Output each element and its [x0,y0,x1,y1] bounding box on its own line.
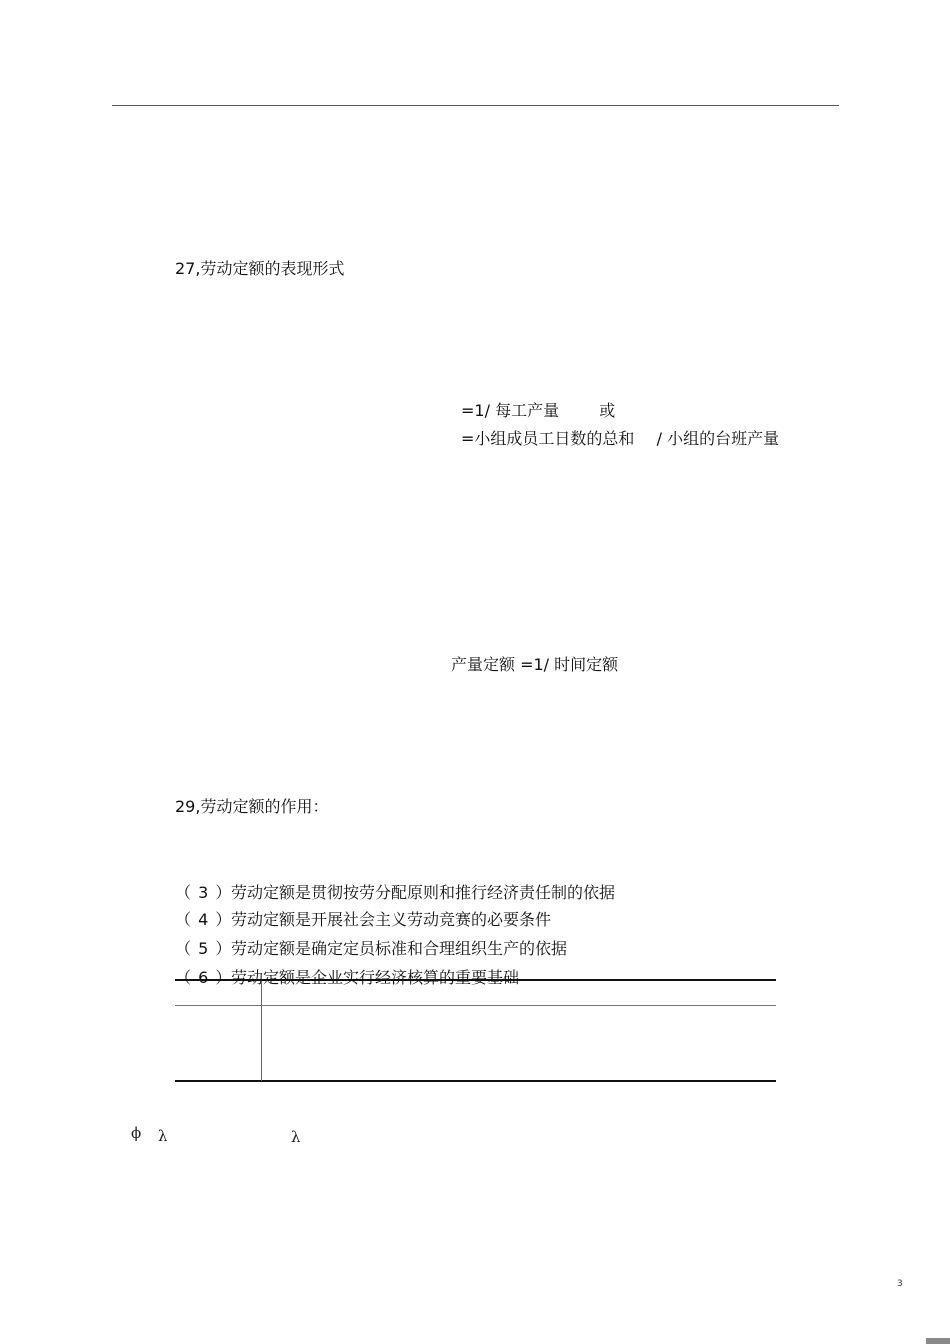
table-top-rule [175,979,776,981]
formula-line-2-tail: / 小组的台班产量 [656,429,780,448]
list-item-number: （ 5 ） [175,939,233,958]
table-bottom-rule [175,1080,776,1082]
corner-tab [926,1338,950,1344]
list-item-text: 劳动定额是企业实行经济核算的重要基础 [231,968,520,987]
q27-heading: 27,劳动定额的表现形式 [175,259,345,278]
lambda-symbol: λ [291,1128,301,1146]
list-item [175,883,615,903]
table-column-divider [261,981,262,1081]
q29-heading: 29,劳动定额的作用： [175,797,329,816]
lambda-symbol: λ [158,1127,168,1145]
table-header-rule [175,1005,776,1006]
list-item [175,968,519,988]
formula-line-1-text: =1/ 每工产量 [461,401,560,420]
list-item-number: （ 6 ） [175,968,233,987]
page-number: 3 [897,1279,903,1289]
formula-line-2-text: =小组成员工日数的总和 [461,429,635,448]
formula-line-1 [461,401,615,421]
header-rule [112,105,839,106]
list-item-number: （ 4 ） [175,910,233,929]
list-item [175,910,551,930]
list-item-text: 劳动定额是开展社会主义劳动竞赛的必要条件 [231,910,552,929]
list-item [175,939,567,959]
list-item-text: 劳动定额是确定定员标准和合理组织生产的依据 [231,939,568,958]
phi-symbol: ϕ [131,1124,142,1142]
list-item-text: 劳动定额是贯彻按劳分配原则和推行经济责任制的依据 [231,883,616,902]
formula-line-2 [461,429,779,449]
list-item-number: （ 3 ） [175,883,233,902]
formula-line-3: 产量定额 =1/ 时间定额 [451,655,619,674]
formula-or: 或 [599,401,616,420]
